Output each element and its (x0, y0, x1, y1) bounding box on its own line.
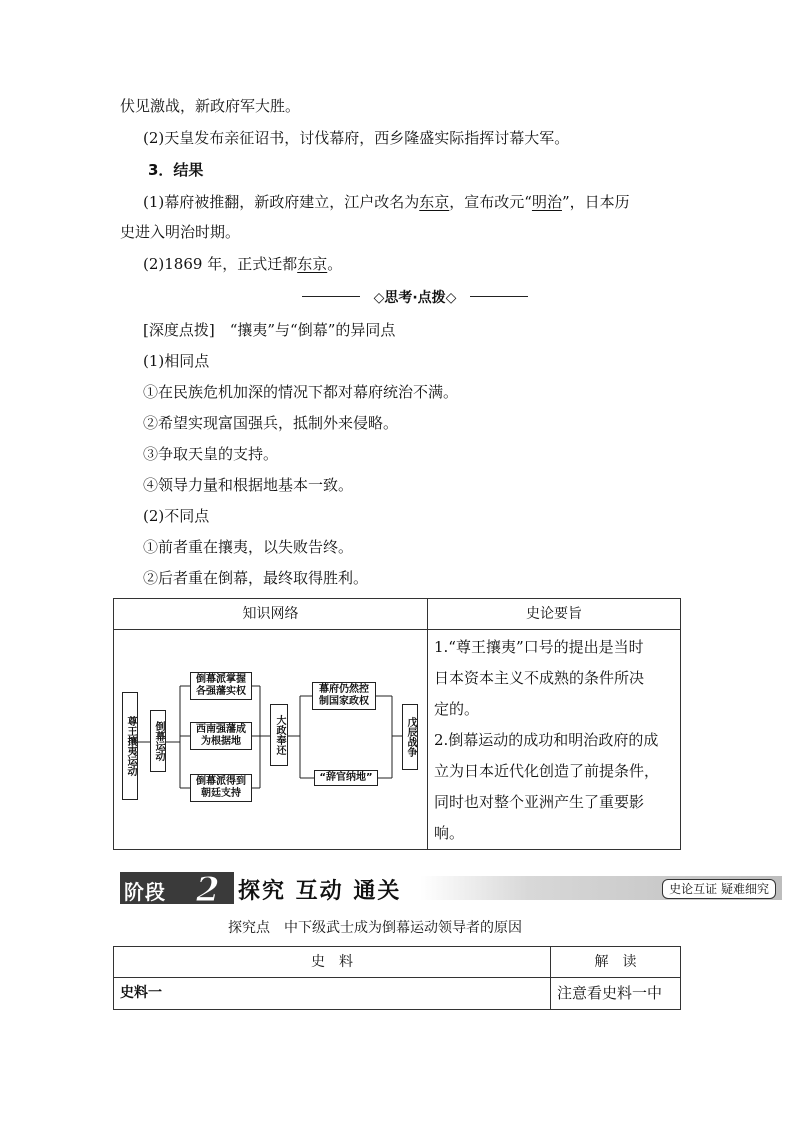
banner-tag: 史论互证 疑难细究 (662, 879, 776, 899)
para-line: 伏见激战，新政府军大胜。 (120, 97, 301, 115)
summary-line: 2.倒幕运动的成功和明治政府的成 (434, 731, 659, 749)
para-line (143, 254, 342, 274)
table-header-summary: 史论要旨 (428, 599, 681, 630)
para-line: (2)不同点 (143, 507, 210, 525)
text-run: ，宣布改元“ (449, 193, 532, 211)
source-cell: 史料一 (114, 978, 551, 1010)
text-run: ”，日本历 (561, 193, 630, 211)
knowledge-table (113, 598, 681, 850)
stage-banner (120, 870, 782, 910)
list-item: ②希望实现富国强兵，抵制外来侵略。 (143, 414, 399, 432)
node-dazheng: 大政奉还 (270, 704, 288, 766)
stage-label: 阶段 (124, 880, 166, 904)
summary-line: 响。 (434, 824, 465, 842)
node-cishi: “辞官纳地” (314, 770, 378, 786)
para-line: 史进入明治时期。 (120, 223, 241, 241)
node-daomu: 倒幕运动 (150, 710, 166, 772)
text-run: (1)幕府被推翻，新政府建立，江户改名为 (143, 193, 420, 211)
list-item: ②后者重在倒幕，最终取得胜利。 (143, 569, 369, 587)
stage-number: 2 (196, 870, 220, 910)
stage-label-box (120, 870, 234, 910)
list-item: ④领导力量和根据地基本一致。 (143, 476, 354, 494)
summary-line: 同时也对整个亚洲产生了重要影 (434, 793, 645, 811)
reading-cell: 注意看史料一中 (551, 978, 681, 1010)
list-item: ③争取天皇的支持。 (143, 445, 279, 463)
knowledge-network-cell (114, 630, 428, 850)
node-wuchen: 戊辰战争 (402, 704, 418, 770)
think-divider (300, 287, 530, 307)
node-zunwang: 尊王攘夷运动 (122, 692, 138, 800)
banner-title: 探究 互动 通关 (238, 878, 402, 904)
reading-header: 解 读 (551, 947, 681, 978)
para-line: (2)天皇发布亲征诏书，讨伐幕府，西乡隆盛实际指挥讨幕大军。 (143, 129, 570, 147)
node-zhichi: 倒幕派得到朝廷支持 (190, 774, 252, 802)
table-header-network: 知识网络 (114, 599, 428, 630)
deep-heading: [深度点拨] “攘夷”与“倒幕”的异同点 (143, 321, 396, 339)
underlined-term: 东京 (419, 193, 450, 211)
list-item: ①在民族危机加深的情况下都对幕府统治不满。 (143, 383, 459, 401)
underlined-term: 东京 (297, 255, 328, 273)
summary-line: 立为日本近代化创造了前提条件， (434, 762, 660, 780)
explore-heading: 探究点 中下级武士成为倒幕运动领导者的原因 (228, 920, 522, 936)
underlined-term: 明治 (531, 193, 562, 211)
summary-line: 日本资本主义不成熟的条件所决 (434, 669, 645, 687)
para-line: (1)相同点 (143, 352, 210, 370)
summary-line: 1.“尊王攘夷”口号的提出是当时 (434, 638, 644, 656)
para-line (143, 192, 630, 212)
node-genjudi: 西南强藩成为根据地 (190, 722, 252, 750)
summary-line: 定的。 (434, 700, 480, 718)
section-heading: 3．结果 (148, 161, 204, 179)
text-run: 。 (327, 255, 343, 273)
source-header: 史 料 (114, 947, 551, 978)
node-mufu: 幕府仍然控制国家政权 (312, 682, 376, 710)
list-item: ①前者重在攘夷，以失败告终。 (143, 538, 354, 556)
knowledge-diagram (114, 630, 428, 848)
node-zhangwo: 倒幕派掌握各强藩实权 (190, 672, 252, 700)
text-run: (2)1869 年，正式迁都 (143, 255, 298, 273)
summary-cell (428, 630, 681, 850)
source-table (113, 946, 681, 1010)
think-title: ◇思考·点拨◇ (373, 290, 457, 306)
